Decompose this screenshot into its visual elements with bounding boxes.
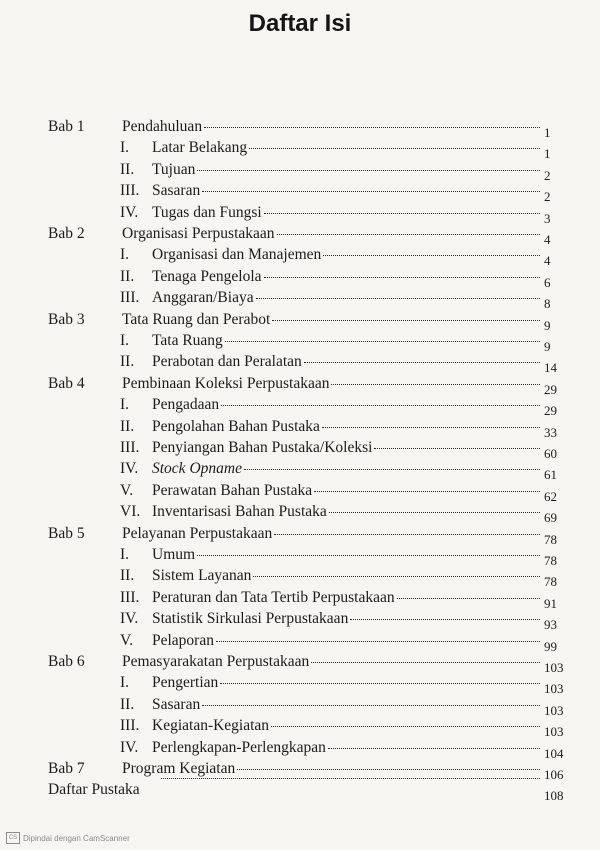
toc-row [0,439,600,461]
toc-page-number: 106 [544,767,564,782]
toc-item-number: VI. [120,503,141,521]
toc-chapter-title: Organisasi Perpustakaan [122,225,275,242]
toc-item-number: II. [120,267,135,285]
toc-section-title: Pelaporan [152,631,214,649]
toc-section-title: Stock Opname [152,460,242,478]
toc-page-number: 78 [544,574,557,590]
dot-leader [197,555,540,556]
toc-section-title: Peraturan dan Tata Tertib Perpustakaan [152,588,395,606]
toc-item-number: I. [120,139,130,157]
toc-page-number: 29 [544,403,557,419]
toc-section-title: Tujuan [152,160,196,178]
toc-page-number: 6 [544,274,551,290]
toc-page-number: 1 [544,146,551,162]
toc-entry [152,139,540,157]
toc-row [0,225,600,247]
toc-page-number: 104 [544,745,564,761]
toc-entry [152,396,540,414]
toc-page-number: 1 [544,125,551,140]
toc-page-number: 91 [544,595,557,611]
dot-leader [244,469,540,470]
toc-row [0,525,600,547]
toc-entry [122,311,540,329]
toc-entry [152,567,540,585]
toc-item-number: III. [120,588,140,606]
scanner-watermark [6,832,130,844]
dot-leader [161,778,540,779]
toc-item-number: I. [120,674,130,692]
toc-entry [122,375,540,393]
toc-chapter-label: Bab 1 [48,118,85,135]
toc-entry [152,268,540,286]
toc-entry [152,439,540,457]
toc-item-number: II. [120,160,135,178]
toc-chapter-title: Pelayanan Perpustakaan [122,524,273,542]
toc-item-number: I. [120,246,130,264]
dot-leader [204,127,540,128]
dot-leader [202,705,540,706]
toc-page-number: 9 [544,317,551,333]
toc-row [0,482,600,504]
toc-entry [152,161,540,179]
toc-chapter-title: Program Kegiatan [122,760,236,777]
dot-leader [311,662,540,663]
toc-page-number: 103 [544,660,564,675]
toc-chapter-label: Bab 4 [48,374,85,392]
toc-row [0,546,600,568]
toc-entry [152,289,540,307]
toc-page-number: 14 [544,360,557,376]
toc-row [0,460,600,482]
dot-leader [322,427,540,428]
page-title: Daftar Isi [248,10,352,37]
toc-bibliography-label: Daftar Pustaka [48,781,140,799]
toc-entry [152,246,540,264]
toc-page-number: 108 [544,788,564,804]
toc-page-number: 78 [544,553,557,568]
toc-row [0,353,600,375]
toc-page-number: 61 [544,467,557,483]
toc-page-number: 103 [544,681,564,697]
toc-item-number: I. [120,332,130,349]
camscanner-icon: CS [6,832,20,844]
toc-page-number: 103 [544,724,564,740]
toc-entry [152,503,540,521]
toc-page-number: 8 [544,296,551,312]
toc-item-number: IV. [120,610,139,628]
toc-entry [152,739,540,757]
toc-section-title: Pengertian [152,674,219,692]
toc-chapter-title: Pendahuluan [122,118,203,135]
toc-chapter-title: Tata Ruang dan Perabot [122,310,271,328]
dot-leader [216,641,540,642]
toc-section-title: Inventarisasi Bahan Pustaka [152,503,327,521]
toc-row [0,610,600,632]
toc-page-number: 93 [544,617,557,633]
toc-row [0,332,600,354]
toc-entry [152,610,540,628]
toc-row [0,674,600,696]
toc-chapter-label: Bab 2 [48,225,85,242]
dot-leader [277,234,540,235]
dot-leader [253,576,540,577]
toc-entry [152,632,540,650]
toc-row [0,204,600,226]
toc-entry [122,225,540,243]
toc-entry [152,460,540,478]
toc-row [0,632,600,654]
toc-entry [152,204,540,222]
dot-leader [314,491,540,492]
dot-leader [197,170,540,171]
dot-leader [397,598,540,599]
toc-row [0,567,600,589]
toc-page-number: 103 [544,702,564,718]
toc-page-number: 99 [544,638,557,654]
toc-section-title: Kegiatan-Kegiatan [152,717,270,735]
toc-section-title: Anggaran/Biaya [152,289,254,307]
toc-page-number: 2 [544,167,551,183]
toc-item-number: IV. [120,203,139,221]
toc-entry [152,589,540,607]
toc-entry [122,525,540,543]
toc-section-title: Tugas dan Fungsi [152,203,262,221]
toc-section-title: Perlengkapan-Perlengkapan [152,738,326,756]
toc-row [0,311,600,333]
dot-leader [329,512,540,513]
toc-section-title: Sasaran [152,182,201,200]
toc-row [0,182,600,204]
toc-item-number: III. [120,182,140,200]
toc-page-number: 33 [544,424,557,440]
toc-entry [160,781,540,782]
toc-row [0,781,600,803]
toc-row [0,717,600,739]
toc-page-number: 4 [544,232,551,247]
toc-section-title: Organisasi dan Manajemen [152,246,322,264]
dot-leader [225,341,540,342]
toc-section-title: Pengolahan Bahan Pustaka [152,417,320,435]
dot-leader [274,534,540,535]
scanner-watermark-text: Dipindai dengan CamScanner [23,833,130,843]
dot-leader [272,320,540,321]
toc-row [0,503,600,525]
dot-leader [237,769,540,770]
dot-leader [249,148,540,149]
toc-chapter-title: Pembinaan Koleksi Perpustakaan [122,374,330,392]
toc-chapter-label: Bab 7 [48,760,85,777]
dot-leader [264,213,540,214]
toc-page-number: 60 [544,446,557,461]
toc-item-number: IV. [120,738,139,756]
toc-entry [152,332,540,350]
toc-item-number: II. [120,417,135,435]
toc-row [0,739,600,761]
toc-row [0,418,600,440]
toc-row [0,139,600,161]
toc-page-number: 4 [544,253,551,269]
toc-chapter-label: Bab 3 [48,310,85,328]
toc-page-number: 78 [544,531,557,547]
toc-item-number: III. [120,289,140,307]
toc-item-number: V. [120,631,134,649]
toc-item-number: V. [120,481,134,499]
toc-page-number: 2 [544,189,551,205]
toc-row [0,246,600,268]
toc-chapter-label: Bab 6 [48,653,85,670]
dot-leader [271,726,540,727]
toc-item-number: II. [120,567,135,585]
dot-leader [304,362,540,363]
toc-chapter-title: Pemasyarakatan Perpustakaan [122,653,310,670]
toc-section-title: Tenaga Pengelola [152,267,262,285]
toc-section-title: Sistem Layanan [152,567,252,585]
dot-leader [264,277,540,278]
toc-row [0,268,600,290]
dot-leader [374,448,540,449]
toc-section-title: Penyiangan Bahan Pustaka/Koleksi [152,439,373,456]
toc-item-number: II. [120,695,135,713]
toc-page-number: 29 [544,381,557,397]
toc-page-number: 3 [544,210,551,226]
toc-section-title: Statistik Sirkulasi Perpustakaan [152,610,349,628]
dot-leader [328,748,540,749]
toc-entry [152,482,540,500]
toc-row [0,696,600,718]
toc-row [0,653,600,675]
toc-item-number: II. [120,353,135,371]
dot-leader [323,255,540,256]
toc-section-title: Perawatan Bahan Pustaka [152,481,313,499]
toc-page-number: 62 [544,488,557,504]
toc-item-number: III. [120,717,140,735]
toc-page-number: 9 [544,339,551,354]
toc-row [0,289,600,311]
toc-item-number: III. [120,439,140,456]
toc-entry [152,353,540,371]
toc-entry [122,118,540,136]
toc-section-title: Perabotan dan Peralatan [152,353,302,371]
toc-row [0,396,600,418]
dot-leader [202,191,540,192]
dot-leader [350,619,540,620]
toc-section-title: Umum [152,546,196,563]
toc-page-number: 69 [544,510,557,526]
toc-chapter-label: Bab 5 [48,524,85,542]
toc-entry [152,182,540,200]
toc-entry [152,717,540,735]
toc-entry [152,418,540,436]
toc-item-number: IV. [120,460,139,478]
toc-item-number: I. [120,546,130,563]
dot-leader [221,405,540,406]
toc-section-title: Latar Belakang [152,139,248,157]
toc-row [0,375,600,397]
toc-entry [152,674,540,692]
toc-entry [152,696,540,714]
toc-row [0,161,600,183]
toc-entry [122,653,540,671]
dot-leader [331,384,540,385]
toc-row [0,589,600,611]
dot-leader [256,298,540,299]
toc-section-title: Sasaran [152,695,201,713]
toc-item-number: I. [120,396,130,414]
toc-entry [122,760,540,778]
toc-section-title: Tata Ruang [152,332,223,349]
toc-row [0,118,600,140]
dot-leader [220,683,540,684]
toc-entry [152,546,540,564]
toc-section-title: Pengadaan [152,396,220,414]
